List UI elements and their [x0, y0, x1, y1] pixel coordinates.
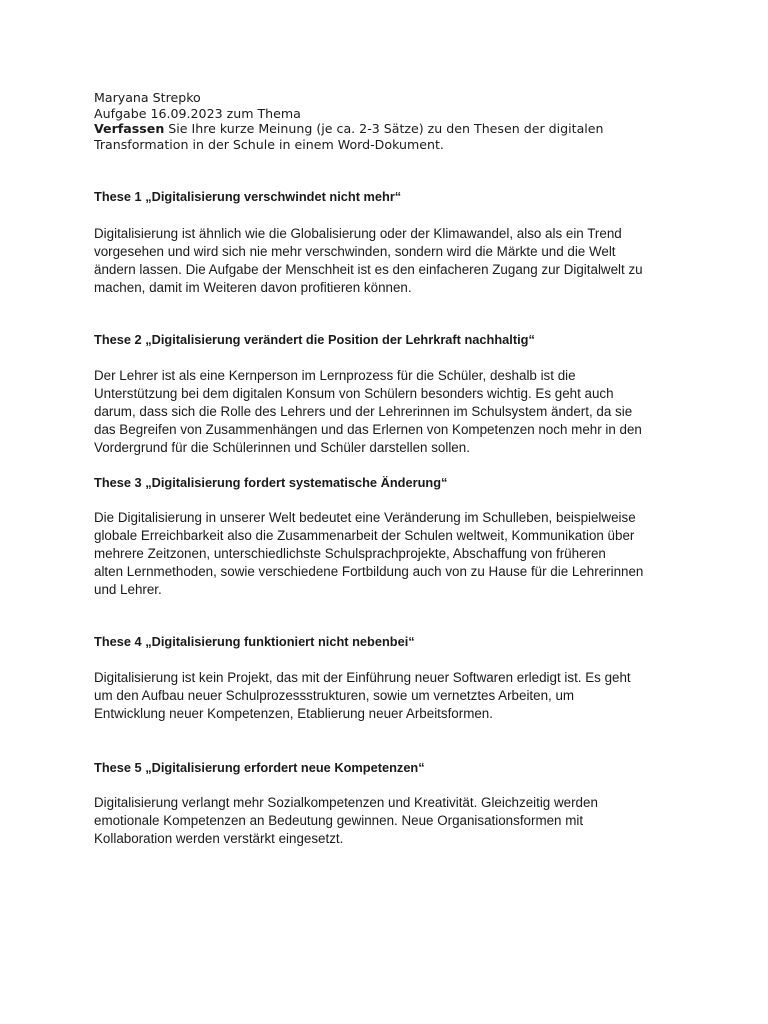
task-description	[94, 121, 694, 152]
task-text: Sie Ihre kurze Meinung (je ca. 2-3 Sätze) zu den Thesen der digitalen Transformation in der Schule in einem Word-Dokument.	[94, 121, 604, 152]
author-name: Maryana Strepko	[94, 90, 201, 105]
text-line: Der Lehrer ist als eine Kernperson im Lernprozess für die Schüler, deshalb ist die	[94, 368, 576, 383]
text-line: Entwicklung neuer Kompetenzen, Etablierung neuer Arbeitsformen.	[94, 705, 493, 721]
thesis-4-paragraph	[94, 669, 694, 723]
text-line: das Begreifen von Zusammenhängen und das Erlernen von Kompetenzen noch mehr in den	[94, 421, 642, 437]
thesis-3-paragraph	[94, 509, 694, 599]
thesis-5-heading: These 5 „Digitalisierung erfordert neue Kompetenzen“	[94, 760, 425, 775]
text-line: und Lehrer.	[94, 581, 162, 597]
text-line: Digitalisierung ist ähnlich wie die Globalisierung oder der Klimawandel, also als ein Trend	[94, 226, 622, 241]
text-line: Unterstützung bei dem digitalen Konsum von Schülern besonders wichtig. Es geht auch	[94, 385, 614, 401]
text-line: Vordergrund für die Schülerinnen und Schüler darstellen sollen.	[94, 439, 470, 455]
text-line: alten Lernmethoden, sowie verschiedene Fortbildung auch von zu Hause für die Lehrerinnen	[94, 563, 644, 579]
thesis-2-heading: These 2 „Digitalisierung verändert die Position der Lehrkraft nachhaltig“	[94, 332, 535, 347]
thesis-4-heading: These 4 „Digitalisierung funktioniert nicht nebenbei“	[94, 634, 415, 649]
text-line: um den Aufbau neuer Schulprozessstrukturen, sowie um vernetztes Arbeiten, um	[94, 687, 575, 703]
text-line: vorgesehen und wird sich nie mehr verschwinden, sondern wird die Märkte und die Welt	[94, 243, 616, 259]
text-line: emotionale Kompetenzen an Bedeutung gewinnen. Neue Organisationsformen mit	[94, 812, 584, 828]
text-line: Die Digitalisierung in unserer Welt bedeutet eine Veränderung im Schulleben, beispielweise	[94, 510, 636, 525]
thesis-3-heading: These 3 „Digitalisierung fordert systematische Änderung“	[94, 475, 448, 490]
text-line: ändern lassen. Die Aufgabe der Menschheit ist es den einfacheren Zugang zur Digitalwelt zu	[94, 261, 643, 277]
document-header	[94, 90, 694, 152]
text-line: globale Erreichbarkeit also die Zusammenarbeit der Schulen weltweit, Kommunikation über	[94, 527, 635, 543]
text-line: Digitalisierung verlangt mehr Sozialkompetenzen und Kreativität. Gleichzeitig werden	[94, 795, 598, 810]
text-line: Digitalisierung ist kein Projekt, das mit der Einführung neuer Softwaren erledigt ist. Es geht	[94, 670, 631, 685]
text-line: darum, dass sich die Rolle des Lehrers und der Lehrerinnen im Schulsystem ändert, da sie	[94, 403, 633, 419]
text-line: Kollaboration werden verstärkt eingesetzt.	[94, 830, 344, 846]
thesis-2-paragraph	[94, 367, 694, 457]
assignment-line: Aufgabe 16.09.2023 zum Thema	[94, 105, 301, 121]
task-keyword: Verfassen	[94, 121, 165, 137]
text-line: machen, damit im Weiteren davon profitieren können.	[94, 279, 412, 295]
thesis-5-paragraph	[94, 794, 694, 848]
thesis-1-heading: These 1 „Digitalisierung verschwindet nicht mehr“	[94, 189, 402, 204]
thesis-1-paragraph	[94, 225, 694, 297]
text-line: mehrere Zeitzonen, unterschiedlichste Schulsprachprojekte, Abschaffung von früheren	[94, 545, 606, 561]
